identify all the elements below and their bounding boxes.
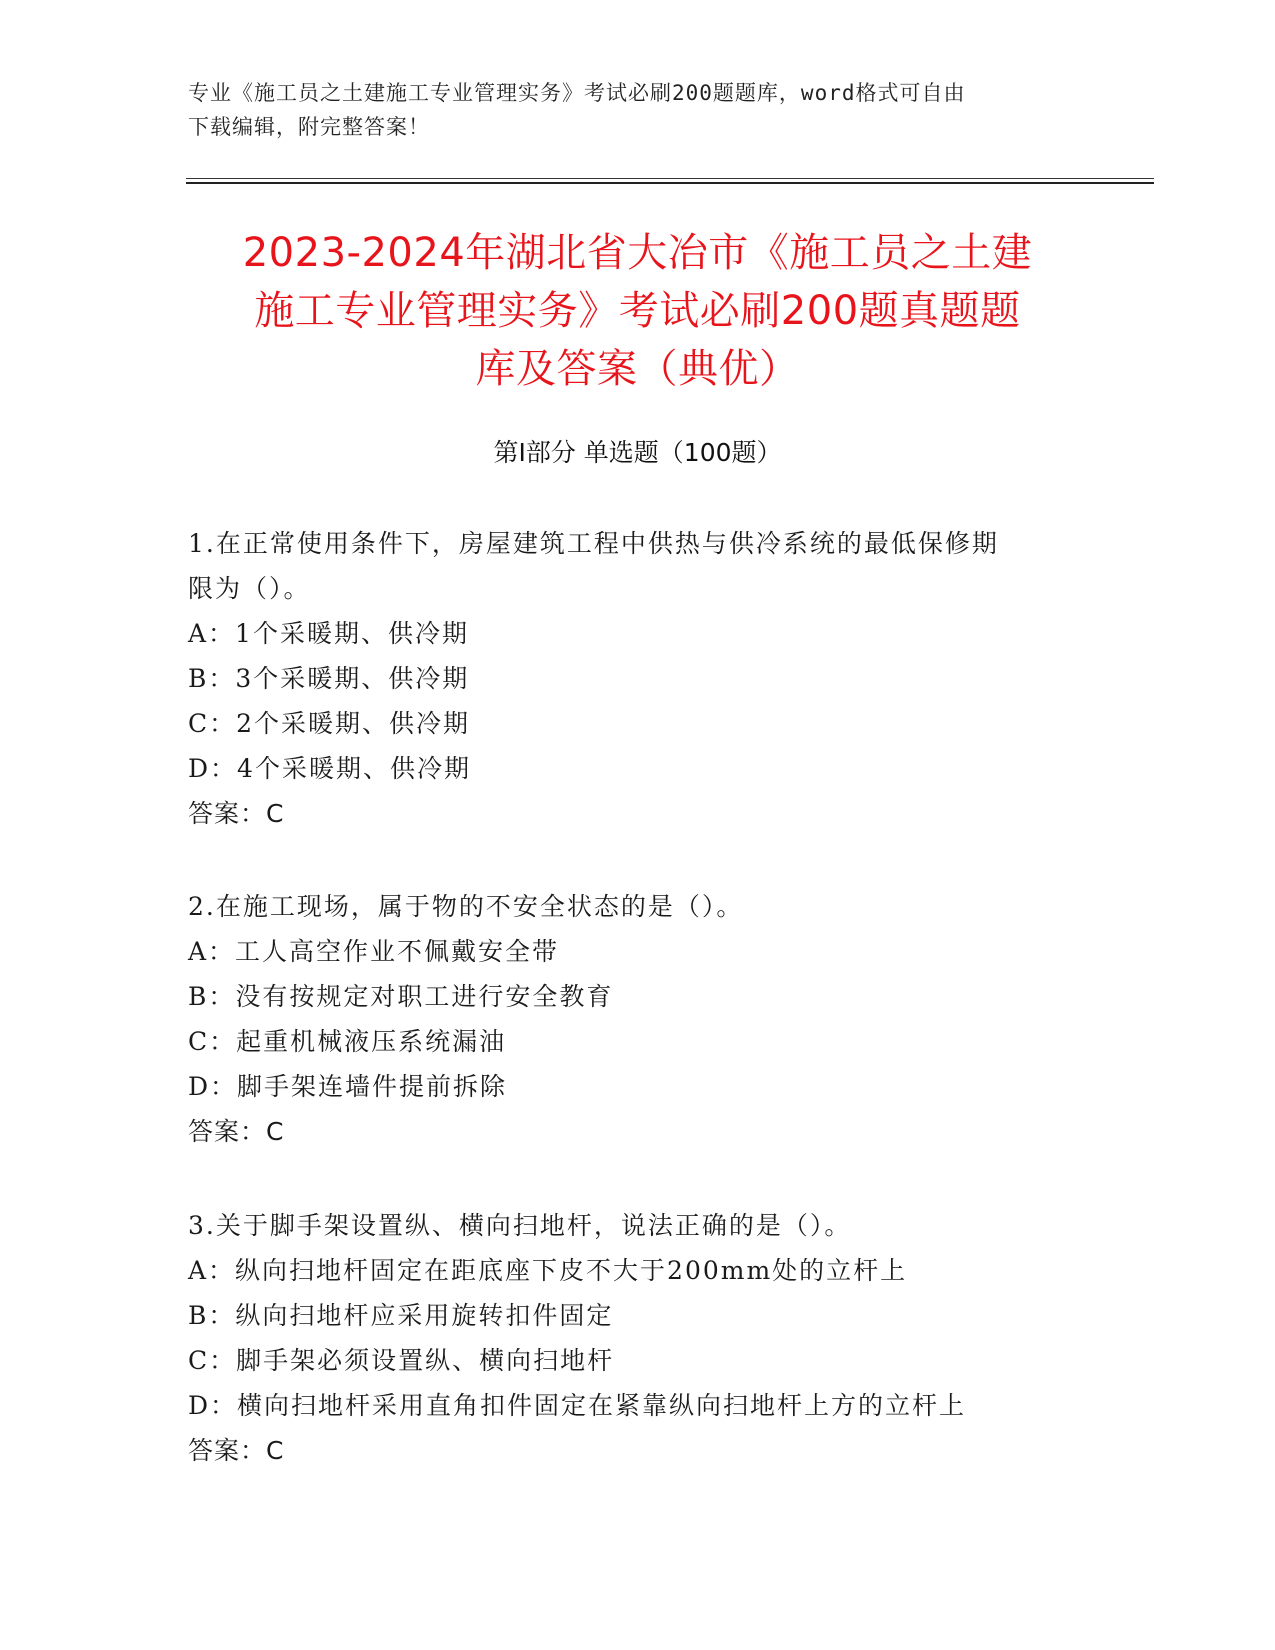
- answer: 答案：C: [188, 1117, 285, 1146]
- title-line-2: 施工专业管理实务》考试必刷200题真题题: [254, 288, 1021, 334]
- answer: 答案：C: [188, 799, 285, 828]
- question-3: [188, 1203, 1088, 1473]
- question-stem: 2.在施工现场，属于物的不安全状态的是（）。: [188, 892, 744, 921]
- header-note-line-2: 下载编辑，附完整答案！: [188, 115, 430, 139]
- option-d: D：4个采暖期、供冷期: [188, 754, 471, 783]
- question-stem-continued: 限为（）。: [188, 574, 311, 603]
- option-c: C：起重机械液压系统漏油: [188, 1027, 507, 1056]
- title-line-3: 库及答案（典优）: [475, 346, 800, 392]
- answer: 答案：C: [188, 1436, 285, 1465]
- title-line-1: 2023-2024年湖北省大冶市《施工员之土建: [242, 230, 1033, 276]
- option-b: B：没有按规定对职工进行安全教育: [188, 982, 614, 1011]
- option-b: B：纵向扫地杆应采用旋转扣件固定: [188, 1301, 614, 1330]
- document-title: [160, 224, 1115, 398]
- question-2: [188, 884, 1088, 1154]
- option-b: B：3个采暖期、供冷期: [188, 664, 470, 693]
- question-1: [188, 521, 1088, 836]
- question-stem: 3.关于脚手架设置纵、横向扫地杆，说法正确的是（）。: [188, 1211, 852, 1240]
- header-divider-thick: [186, 182, 1154, 184]
- option-a: A：工人高空作业不佩戴安全带: [188, 937, 560, 966]
- section-title: 第Ⅰ部分 单选题（100题）: [493, 438, 782, 467]
- option-a: A：1个采暖期、供冷期: [188, 619, 469, 648]
- option-a: A：纵向扫地杆固定在距底座下皮不大于200mm处的立杆上: [188, 1256, 908, 1285]
- option-d: D：横向扫地杆采用直角扣件固定在紧靠纵向扫地杆上方的立杆上: [188, 1391, 967, 1420]
- header-note-line-1: 专业《施工员之土建施工专业管理实务》考试必刷200题题库，word格式可自由: [188, 81, 966, 105]
- question-stem: 1.在正常使用条件下，房屋建筑工程中供热与供冷系统的最低保修期: [188, 529, 999, 558]
- option-c: C：脚手架必须设置纵、横向扫地杆: [188, 1346, 615, 1375]
- option-d: D：脚手架连墙件提前拆除: [188, 1072, 508, 1101]
- header-note: [188, 76, 1088, 144]
- header-divider-thin: [186, 178, 1154, 179]
- option-c: C：2个采暖期、供冷期: [188, 709, 471, 738]
